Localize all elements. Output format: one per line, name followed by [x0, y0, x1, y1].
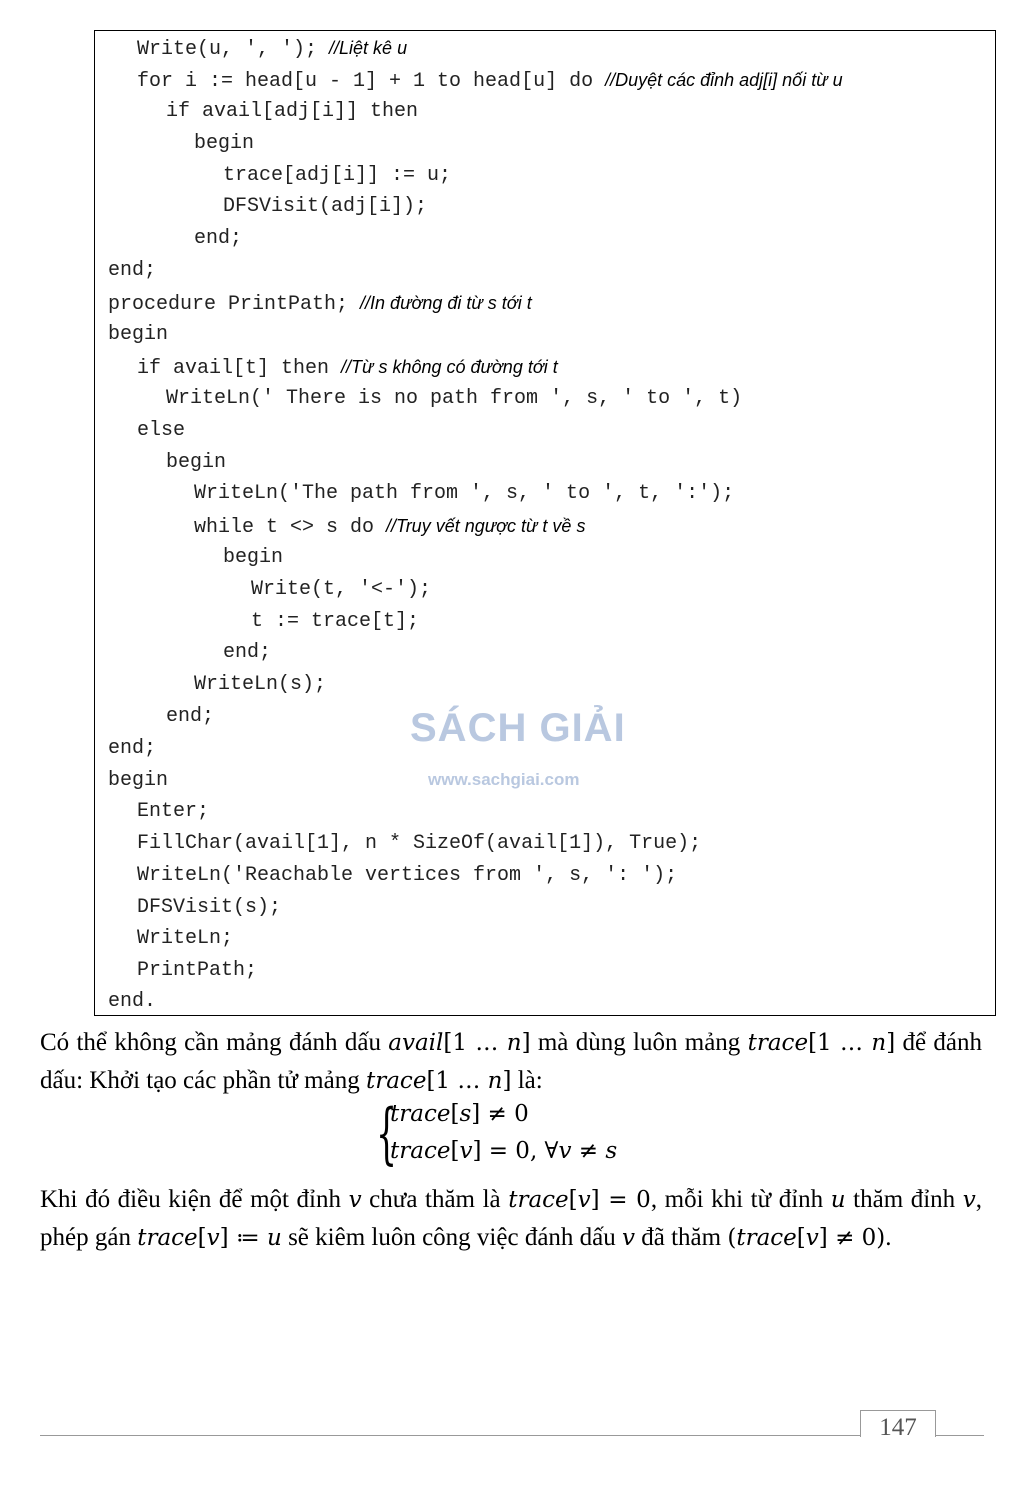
page-number: 147 [860, 1410, 936, 1437]
code-line: end; [194, 227, 243, 250]
code-line: begin [223, 546, 284, 569]
code-listing [94, 30, 996, 1016]
code-line: trace[adj[i]] := u; [223, 164, 452, 187]
equation-line-1: trace[s] ≠ 0 [390, 1101, 529, 1127]
code-line: DFSVisit(s); [137, 896, 282, 919]
code-line: WriteLn('Reachable vertices from ', s, ': '); [137, 864, 678, 887]
code-line: end; [223, 641, 272, 664]
code-line: end. [108, 990, 157, 1013]
code-line: WriteLn(' There is no path from ', s, ' to ', t) [166, 387, 743, 410]
paragraph-explanation: Khi đó điều kiện để một đỉnh v chưa thăm là trace[v] = 0, mỗi khi từ đỉnh u thăm đỉnh v, phép gán trace[v] ≔ u sẽ kiêm luôn công việc đánh dấu v đã thăm (trace[v] ≠ 0). [40, 1186, 983, 1251]
code-line: Write(u, ', '); //Liệt kê u [137, 38, 408, 61]
watermark-logo: SÁCH GIẢI [410, 706, 626, 750]
code-line: procedure PrintPath; //In đường đi từ s tới t [108, 293, 532, 316]
code-line: PrintPath; [137, 959, 258, 982]
code-line: for i := head[u - 1] + 1 to head[u] do //Duyệt các đỉnh adj[i] nối từ u [137, 70, 843, 93]
equation-line-2: trace[v] = 0, ∀v ≠ s [390, 1138, 618, 1164]
code-line: while t <> s do //Truy vết ngược từ t về s [194, 516, 586, 539]
code-line: FillChar(avail[1], n * SizeOf(avail[1]), True); [137, 832, 702, 855]
code-line: begin [108, 769, 169, 792]
paragraph-intro: Có thể không cần mảng đánh dấu avail[1 … n] mà dùng luôn mảng trace[1 … n] để đánh dấu: Khởi tạo các phần tử mảng trace[1 … n] là: [40, 1029, 983, 1094]
code-line: Write(t, '<-'); [251, 578, 432, 601]
code-line: WriteLn('The path from ', s, ' to ', t, ':'); [194, 482, 735, 505]
code-line: begin [108, 323, 169, 346]
code-line: begin [166, 451, 227, 474]
code-line: WriteLn(s); [194, 673, 327, 696]
code-line: else [137, 419, 186, 442]
code-line: begin [194, 132, 255, 155]
watermark-url: www.sachgiai.com [428, 770, 580, 789]
code-line: end; [108, 259, 157, 282]
left-brace: { [376, 1095, 397, 1172]
code-line: if avail[t] then //Từ s không có đường tới t [137, 357, 558, 380]
code-line: end; [108, 737, 157, 760]
code-line: end; [166, 705, 215, 728]
watermark [410, 696, 626, 796]
code-line: if avail[adj[i]] then [166, 100, 419, 123]
code-line: t := trace[t]; [251, 610, 420, 633]
code-line: WriteLn; [137, 927, 234, 950]
footer-rule [40, 1435, 984, 1436]
code-line: Enter; [137, 800, 210, 823]
code-line: DFSVisit(adj[i]); [223, 195, 428, 218]
